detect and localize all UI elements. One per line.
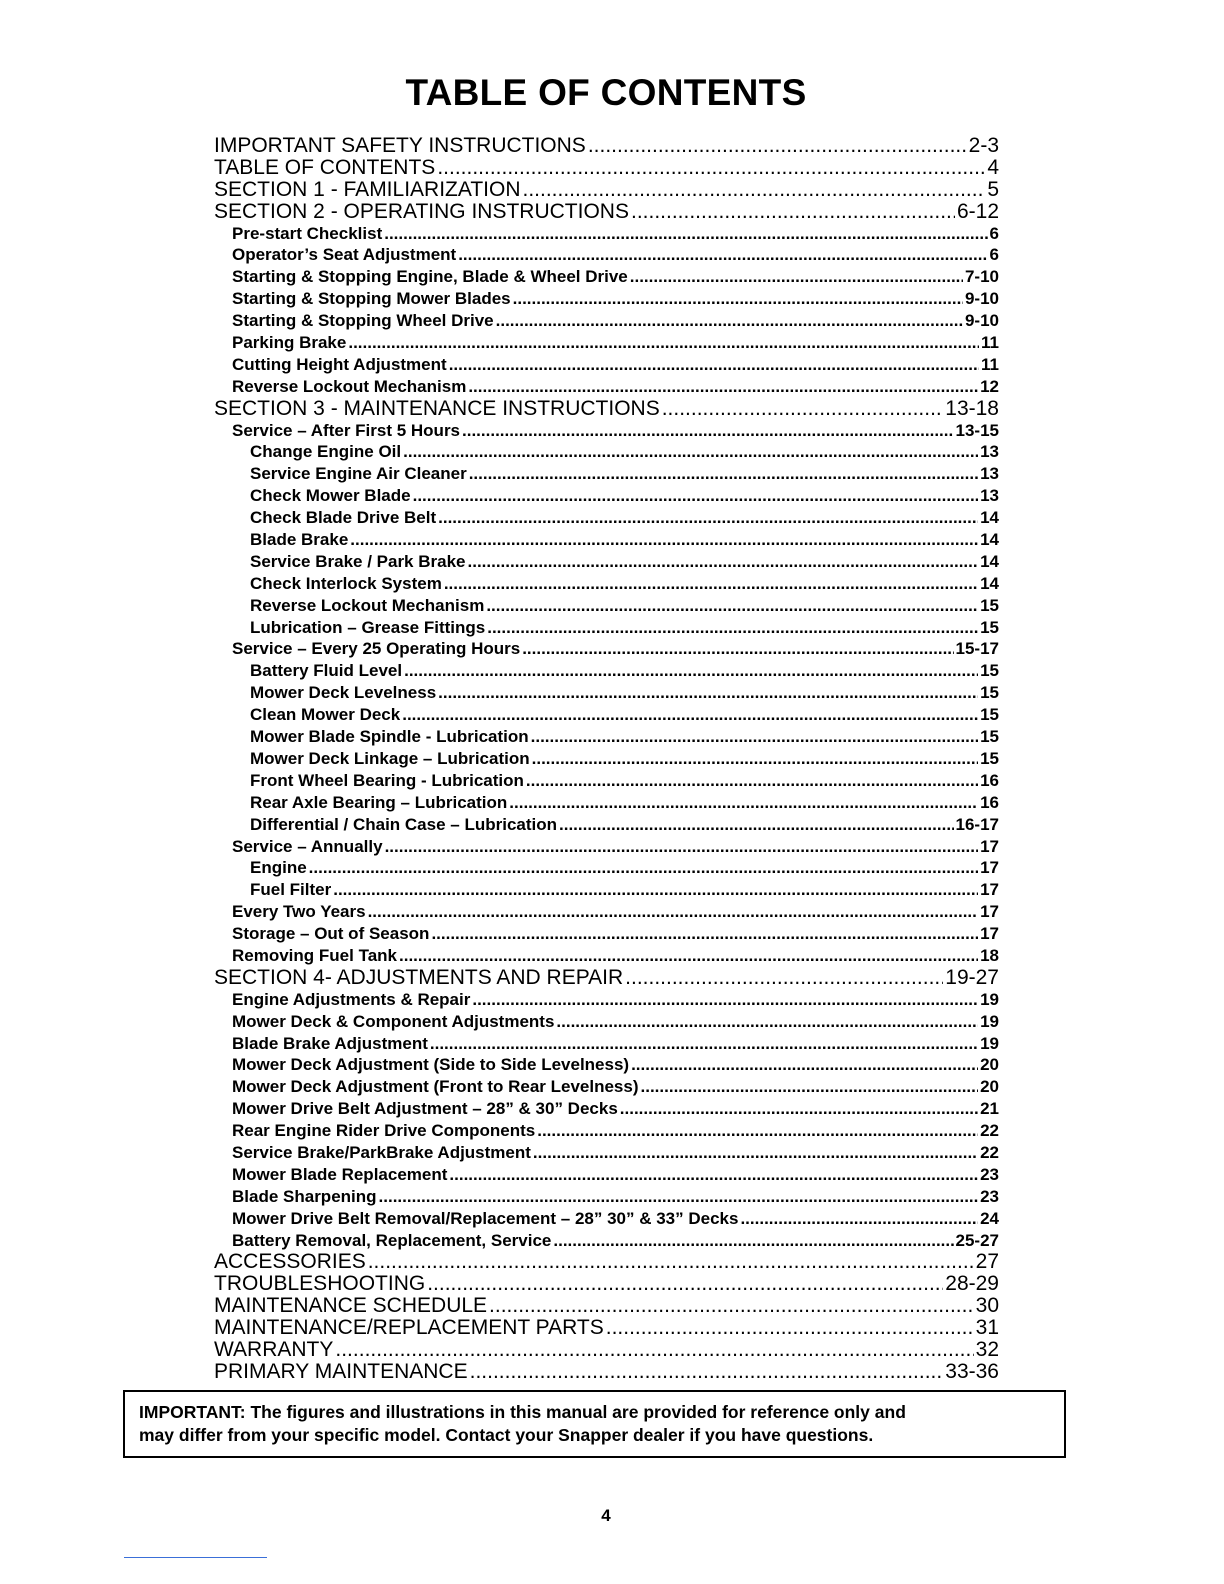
dot-leader (403, 441, 978, 463)
dot-leader (532, 748, 978, 770)
dot-leader (662, 398, 944, 420)
toc-entry-label: Mower Deck Adjustment (Side to Side Levelness) (232, 1055, 630, 1075)
toc-entry-page: 11 (981, 333, 999, 353)
dot-leader (309, 857, 978, 879)
toc-entry (214, 157, 999, 179)
toc-entry-label: Mower Deck Levelness (250, 683, 437, 703)
toc-entry-label: Starting & Stopping Engine, Blade & Wheel Drive (232, 267, 628, 287)
dot-leader (462, 420, 954, 442)
footer-rule (124, 1557, 267, 1558)
toc-entry-page: 9-10 (964, 289, 999, 309)
toc-entry (214, 573, 999, 595)
toc-entry-page: 20 (980, 1055, 999, 1075)
toc-entry (214, 376, 999, 398)
toc-entry-page: 17 (980, 902, 999, 922)
toc-entry-page: 5 (987, 178, 999, 201)
dot-leader (631, 1054, 978, 1076)
toc-entry-label: Mower Blade Spindle - Lubrication (250, 727, 529, 747)
toc-entry-page: 6 (989, 223, 999, 243)
toc-entry (214, 1295, 999, 1317)
toc-entry-page: 27 (975, 1251, 999, 1274)
dot-leader (368, 1251, 974, 1273)
toc-entry-label: Mower Drive Belt Adjustment – 28” & 30” Decks (232, 1099, 618, 1119)
dot-leader (348, 332, 979, 354)
toc-entry-label: Check Interlock System (250, 573, 442, 593)
toc-entry (214, 638, 999, 660)
toc-entry-page: 28-29 (945, 1273, 999, 1296)
dot-leader (559, 814, 954, 836)
toc-entry-page: 14 (980, 573, 999, 593)
table-of-contents (214, 135, 999, 1383)
toc-entry-page: 4 (987, 156, 999, 179)
toc-entry (214, 179, 999, 201)
toc-entry-label: Mower Blade Replacement (232, 1164, 448, 1184)
dot-leader (509, 792, 978, 814)
toc-entry-page: 16 (980, 770, 999, 790)
toc-entry-page: 17 (980, 858, 999, 878)
toc-entry-page: 15 (980, 748, 999, 768)
toc-entry-page: 31 (975, 1317, 999, 1339)
toc-entry (214, 1186, 999, 1208)
toc-entry-label: Removing Fuel Tank (232, 945, 397, 965)
toc-entry-page: 14 (980, 530, 999, 550)
toc-entry (214, 879, 999, 901)
toc-entry (214, 1120, 999, 1142)
toc-entry (214, 660, 999, 682)
toc-entry-page: 15-17 (955, 639, 999, 659)
toc-entry-page: 21 (980, 1099, 999, 1119)
toc-entry (214, 223, 999, 245)
toc-entry-label: Rear Axle Bearing – Lubrication (250, 792, 508, 812)
toc-entry (214, 682, 999, 704)
dot-leader (402, 704, 978, 726)
toc-entry (214, 441, 999, 463)
page-title: TABLE OF CONTENTS (405, 72, 807, 113)
toc-entry (214, 332, 999, 354)
toc-entry (214, 814, 999, 836)
dot-leader (556, 1011, 978, 1033)
toc-entry-label: Engine Adjustments & Repair (232, 989, 471, 1009)
toc-entry (214, 135, 999, 157)
toc-entry-page: 24 (980, 1208, 999, 1228)
toc-entry-label: Service – Every 25 Operating Hours (232, 639, 521, 659)
toc-entry (214, 463, 999, 485)
toc-entry-label: Every Two Years (232, 902, 366, 922)
dot-leader (427, 1273, 943, 1295)
dot-leader (522, 638, 953, 660)
toc-entry-label: Battery Removal, Replacement, Service (232, 1230, 552, 1250)
toc-entry-label: Check Mower Blade (250, 486, 411, 506)
toc-entry-label: Blade Sharpening (232, 1186, 377, 1206)
toc-entry-label: Service – Annually (232, 836, 383, 856)
toc-entry (214, 529, 999, 551)
toc-entry-label: Rear Engine Rider Drive Components (232, 1121, 536, 1141)
toc-entry (214, 967, 999, 989)
dot-leader (496, 310, 963, 332)
dot-leader (522, 179, 985, 201)
toc-entry-page: 15 (980, 683, 999, 703)
toc-entry (214, 1208, 999, 1230)
toc-entry-label: Service Brake / Park Brake (250, 551, 466, 571)
toc-entry-page: 17 (980, 880, 999, 900)
toc-entry (214, 792, 999, 814)
toc-entry-label: Cutting Height Adjustment (232, 354, 447, 374)
toc-entry (214, 923, 999, 945)
toc-entry-label: Mower Deck & Component Adjustments (232, 1011, 555, 1031)
toc-entry-page: 19 (980, 1033, 999, 1053)
dot-leader (533, 1142, 978, 1164)
dot-leader (350, 529, 978, 551)
toc-entry (214, 420, 999, 442)
dot-leader (513, 288, 963, 310)
dot-leader (531, 726, 978, 748)
toc-entry-page: 15 (980, 595, 999, 615)
dot-leader (458, 244, 987, 266)
dot-leader (379, 1186, 979, 1208)
toc-entry (214, 310, 999, 332)
toc-entry-page: 13-18 (945, 397, 999, 420)
toc-entry-page: 6 (989, 245, 999, 265)
toc-entry-label: Blade Brake Adjustment (232, 1033, 428, 1053)
toc-entry (214, 1098, 999, 1120)
toc-entry-label: Battery Fluid Level (250, 661, 403, 681)
dot-leader (438, 507, 978, 529)
toc-entry-label: Operator’s Seat Adjustment (232, 245, 457, 265)
toc-entry-label: Starting & Stopping Mower Blades (232, 289, 511, 309)
toc-entry-label: Blade Brake (250, 530, 349, 550)
toc-entry (214, 485, 999, 507)
toc-entry-page: 13 (980, 486, 999, 506)
toc-entry (214, 1339, 999, 1361)
toc-entry-label: SECTION 3 - MAINTENANCE INSTRUCTIONS (214, 397, 660, 420)
dot-leader (468, 551, 979, 573)
toc-entry (214, 551, 999, 573)
toc-entry-page: 12 (980, 376, 999, 396)
toc-entry (214, 1142, 999, 1164)
toc-entry-page: 7-10 (964, 267, 999, 287)
toc-entry-label: Differential / Chain Case – Lubrication (250, 814, 558, 834)
dot-leader (399, 945, 978, 967)
toc-entry-label: Starting & Stopping Wheel Drive (232, 311, 494, 331)
toc-entry (214, 1273, 999, 1295)
toc-entry (214, 507, 999, 529)
toc-entry (214, 1317, 999, 1339)
toc-entry (214, 901, 999, 923)
dot-leader (641, 1076, 979, 1098)
toc-entry-page: 32 (975, 1338, 999, 1361)
toc-entry-page: 30 (975, 1295, 999, 1318)
dot-leader (487, 617, 978, 639)
toc-entry-page: 33-36 (945, 1360, 999, 1383)
toc-entry-label: Lubrication – Grease Fittings (250, 617, 486, 637)
dot-leader (631, 201, 955, 223)
toc-entry (214, 266, 999, 288)
toc-entry-page: 15 (980, 727, 999, 747)
page-number: 4 (601, 1506, 611, 1525)
dot-leader (385, 836, 979, 858)
toc-entry-page: 16 (980, 792, 999, 812)
toc-entry-label: TROUBLESHOOTING (214, 1273, 426, 1296)
toc-entry-label: Engine (250, 858, 307, 878)
toc-entry (214, 201, 999, 223)
toc-entry-label: ACCESSORIES (214, 1251, 366, 1274)
toc-entry-label: PRIMARY MAINTENANCE (214, 1360, 468, 1383)
toc-entry-page: 18 (980, 945, 999, 965)
dot-leader (469, 463, 978, 485)
toc-entry (214, 244, 999, 266)
dot-leader (486, 595, 978, 617)
toc-entry-page: 15 (980, 661, 999, 681)
toc-entry-label: Reverse Lockout Mechanism (232, 376, 467, 396)
toc-entry (214, 726, 999, 748)
toc-entry-label: Front Wheel Bearing - Lubrication (250, 770, 524, 790)
toc-entry-label: Pre-start Checklist (232, 223, 383, 243)
toc-entry-label: Fuel Filter (250, 880, 332, 900)
toc-entry-label: Service Engine Air Cleaner (250, 464, 467, 484)
dot-leader (431, 923, 978, 945)
toc-entry (214, 354, 999, 376)
dot-leader (630, 266, 963, 288)
notice-line-1: IMPORTANT: The figures and illustrations in this manual are provided for reference only and (139, 1402, 906, 1422)
toc-entry-page: 22 (980, 1121, 999, 1141)
dot-leader (384, 223, 987, 245)
toc-entry-page: 6-12 (956, 200, 999, 223)
toc-entry (214, 945, 999, 967)
dot-leader (404, 660, 978, 682)
toc-entry (214, 617, 999, 639)
toc-entry-label: WARRANTY (214, 1338, 334, 1361)
toc-entry-label: Parking Brake (232, 333, 347, 353)
toc-entry-label: SECTION 1 - FAMILIARIZATION (214, 178, 521, 201)
dot-leader (588, 135, 967, 157)
toc-entry-label: Mower Deck Adjustment (Front to Rear Levelness) (232, 1077, 639, 1097)
toc-entry-page: 16-17 (955, 814, 999, 834)
toc-entry-page: 13-15 (955, 420, 999, 440)
dot-leader (413, 485, 978, 507)
dot-leader (740, 1208, 978, 1230)
toc-entry-page: 14 (980, 508, 999, 528)
toc-entry-label: SECTION 4- ADJUSTMENTS AND REPAIR (214, 966, 624, 989)
dot-leader (537, 1120, 978, 1142)
toc-entry (214, 1011, 999, 1033)
toc-entry-label: MAINTENANCE/REPLACEMENT PARTS (214, 1317, 604, 1339)
toc-entry (214, 857, 999, 879)
toc-entry-label: Storage – Out of Season (232, 924, 430, 944)
dot-leader (470, 1361, 944, 1383)
toc-entry-page: 14 (980, 551, 999, 571)
dot-leader (368, 901, 979, 923)
toc-entry (214, 398, 999, 420)
toc-entry (214, 704, 999, 726)
toc-entry-label: Service – After First 5 Hours (232, 420, 461, 440)
toc-entry-label: Check Blade Drive Belt (250, 508, 437, 528)
toc-entry-label: Change Engine Oil (250, 442, 402, 462)
dot-leader (526, 770, 978, 792)
dot-leader (333, 879, 978, 901)
toc-entry-page: 9-10 (964, 311, 999, 331)
toc-entry (214, 989, 999, 1011)
toc-entry-page: 13 (980, 442, 999, 462)
toc-entry (214, 1054, 999, 1076)
toc-entry-page: 20 (980, 1077, 999, 1097)
dot-leader (438, 682, 978, 704)
toc-entry-label: Mower Drive Belt Removal/Replacement – 28” 30” & 33” Decks (232, 1208, 739, 1228)
toc-entry-page: 2-3 (968, 135, 999, 157)
toc-entry (214, 770, 999, 792)
notice-line-2: may differ from your specific model. Contact your Snapper dealer if you have questions. (139, 1425, 874, 1445)
dot-leader (489, 1295, 974, 1317)
toc-entry (214, 1164, 999, 1186)
toc-entry-page: 17 (980, 924, 999, 944)
dot-leader (335, 1339, 973, 1361)
toc-entry (214, 1361, 999, 1383)
toc-entry-page: 22 (980, 1142, 999, 1162)
dot-leader (620, 1098, 978, 1120)
toc-entry-page: 23 (980, 1186, 999, 1206)
dot-leader (430, 1033, 978, 1055)
toc-entry (214, 595, 999, 617)
toc-entry-label: Service Brake/ParkBrake Adjustment (232, 1142, 531, 1162)
toc-entry-page: 13 (980, 464, 999, 484)
toc-entry (214, 1251, 999, 1273)
toc-entry-page: 25-27 (955, 1230, 999, 1250)
toc-entry-page: 19 (980, 989, 999, 1009)
toc-entry (214, 836, 999, 858)
toc-entry-page: 23 (980, 1164, 999, 1184)
toc-entry-page: 19-27 (945, 966, 999, 989)
important-notice-box (123, 1390, 1066, 1458)
dot-leader (468, 376, 978, 398)
dot-leader (437, 157, 985, 179)
dot-leader (444, 573, 978, 595)
toc-entry-label: Reverse Lockout Mechanism (250, 595, 485, 615)
toc-entry-page: 19 (980, 1011, 999, 1031)
toc-entry-label: Clean Mower Deck (250, 705, 401, 725)
toc-entry (214, 1033, 999, 1055)
dot-leader (472, 989, 978, 1011)
toc-entry-label: SECTION 2 - OPERATING INSTRUCTIONS (214, 200, 629, 223)
toc-entry (214, 288, 999, 310)
toc-entry (214, 748, 999, 770)
dot-leader (553, 1230, 953, 1252)
dot-leader (449, 354, 979, 376)
toc-entry-page: 11 (981, 354, 999, 374)
toc-entry-label: MAINTENANCE SCHEDULE (214, 1295, 488, 1318)
toc-entry-page: 15 (980, 705, 999, 725)
dot-leader (606, 1317, 974, 1339)
toc-entry-label: Mower Deck Linkage – Lubrication (250, 748, 530, 768)
toc-entry-page: 17 (980, 836, 999, 856)
dot-leader (625, 967, 943, 989)
toc-entry-label: IMPORTANT SAFETY INSTRUCTIONS (214, 135, 586, 157)
toc-entry (214, 1230, 999, 1252)
toc-entry (214, 1076, 999, 1098)
toc-entry-label: TABLE OF CONTENTS (214, 156, 436, 179)
toc-entry-page: 15 (980, 617, 999, 637)
dot-leader (449, 1164, 978, 1186)
